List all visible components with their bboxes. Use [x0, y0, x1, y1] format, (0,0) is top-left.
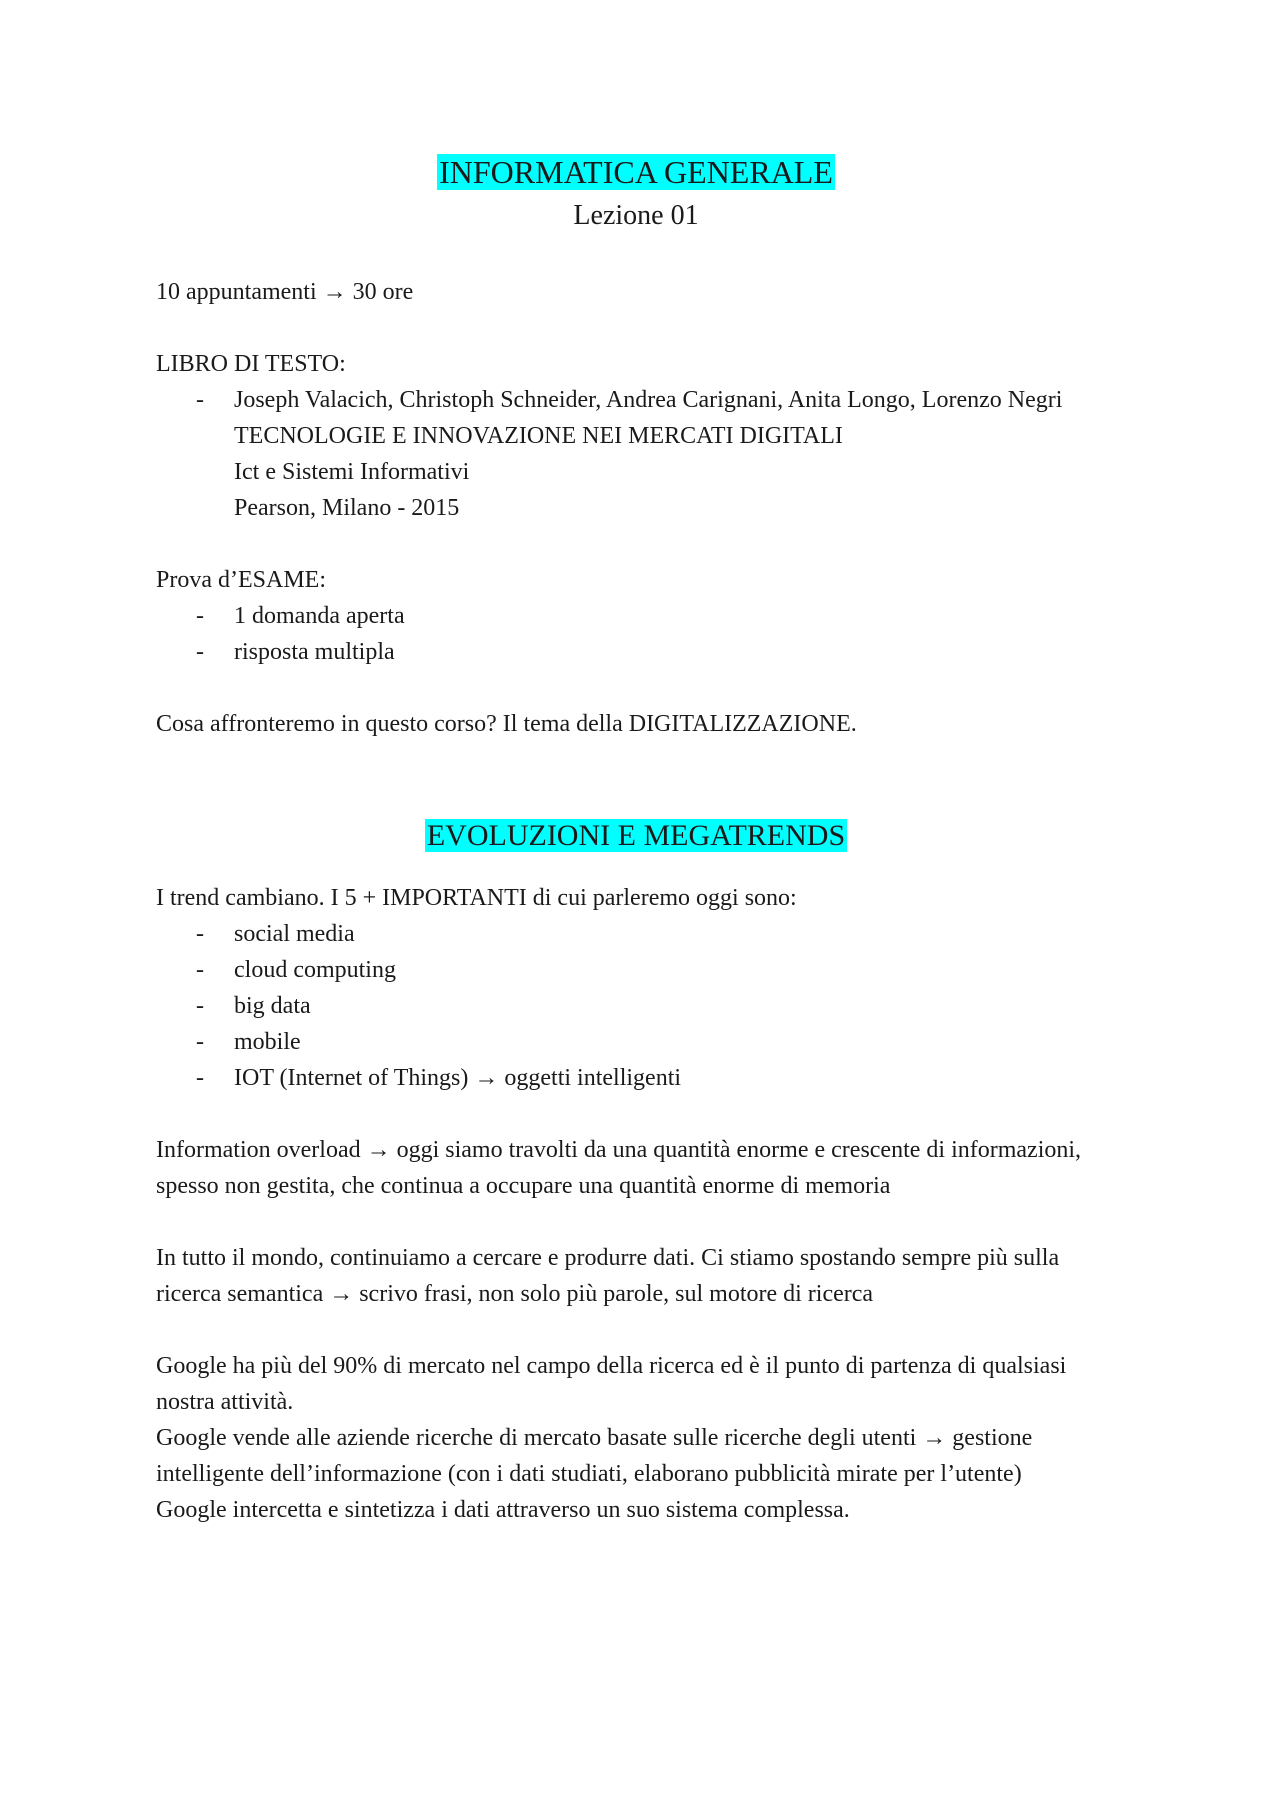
dash-marker: - — [196, 1065, 204, 1091]
dash-marker: - — [196, 387, 204, 413]
list-item — [156, 598, 1116, 634]
document-title: INFORMATICA GENERALE — [439, 154, 833, 190]
textbook-title: TECNOLOGIE E INNOVAZIONE NEI MERCATI DIGITALI — [234, 423, 843, 449]
textbook-heading: LIBRO DI TESTO: — [156, 351, 346, 377]
textbook-authors: Joseph Valacich, Christoph Schneider, Andrea Carignani, Anita Longo, Lorenzo Negri — [234, 387, 1063, 413]
textbook-publisher: Pearson, Milano - 2015 — [234, 495, 460, 521]
list-item — [156, 988, 1116, 1024]
exam-list — [156, 598, 1116, 670]
dash-marker: - — [196, 957, 204, 983]
lesson-label: Lezione 01 — [573, 200, 699, 231]
textbook-list — [156, 382, 1116, 526]
textbook-entry — [156, 382, 1116, 526]
dash-marker: - — [196, 921, 204, 947]
dash-marker: - — [196, 603, 204, 629]
paragraph-google-system: Google intercetta e sintetizza i dati attraverso un suo sistema complessa. — [156, 1497, 850, 1523]
list-item — [156, 1024, 1116, 1060]
paragraph-overload: Information overload → oggi siamo travolti da una quantità enorme e crescente di informazioni, spesso non gestita, che continua a occupare una quantità enorme di memoria — [156, 1137, 1082, 1199]
trend-item: IOT (Internet of Things) → oggetti intelligenti — [234, 1065, 682, 1091]
list-item — [156, 634, 1116, 670]
dash-marker: - — [196, 639, 204, 665]
exam-heading: Prova d’ESAME: — [156, 567, 326, 593]
document-content — [156, 150, 1116, 1528]
section-title: EVOLUZIONI E MEGATRENDS — [426, 819, 846, 852]
textbook-subtitle: Ict e Sistemi Informativi — [234, 459, 470, 485]
title-block — [156, 150, 1116, 238]
intro-line: 10 appuntamenti → 30 ore — [156, 279, 414, 305]
course-topic: Cosa affronteremo in questo corso? Il tema della DIGITALIZZAZIONE. — [156, 711, 857, 737]
paragraph-semantic: In tutto il mondo, continuiamo a cercare e produrre dati. Ci stiamo spostando sempre più sulla ricerca semantica → scrivo frasi, non solo più parole, sul motore di ricerca — [156, 1245, 1060, 1307]
paragraph-google-market: Google ha più del 90% di mercato nel campo della ricerca ed è il punto di partenza di qualsiasi nostra attività. — [156, 1353, 1067, 1415]
section-heading-block — [156, 814, 1116, 858]
list-item — [156, 916, 1116, 952]
exam-item: 1 domanda aperta — [234, 603, 405, 629]
trend-item: cloud computing — [234, 957, 396, 983]
dash-marker: - — [196, 993, 204, 1019]
exam-item: risposta multipla — [234, 639, 395, 665]
trend-item: social media — [234, 921, 355, 947]
trends-list — [156, 916, 1116, 1096]
trend-item: mobile — [234, 1029, 301, 1055]
dash-marker: - — [196, 1029, 204, 1055]
trend-item: big data — [234, 993, 311, 1019]
trends-intro: I trend cambiano. I 5 + IMPORTANTI di cui parleremo oggi sono: — [156, 885, 797, 911]
list-item — [156, 952, 1116, 988]
list-item — [156, 1060, 1116, 1096]
paragraph-google-sales: Google vende alle aziende ricerche di mercato basate sulle ricerche degli utenti → gestione intelligente dell’informazione (con i dati studiati, elaborano pubblicità mirate per l’utente) — [156, 1425, 1033, 1487]
